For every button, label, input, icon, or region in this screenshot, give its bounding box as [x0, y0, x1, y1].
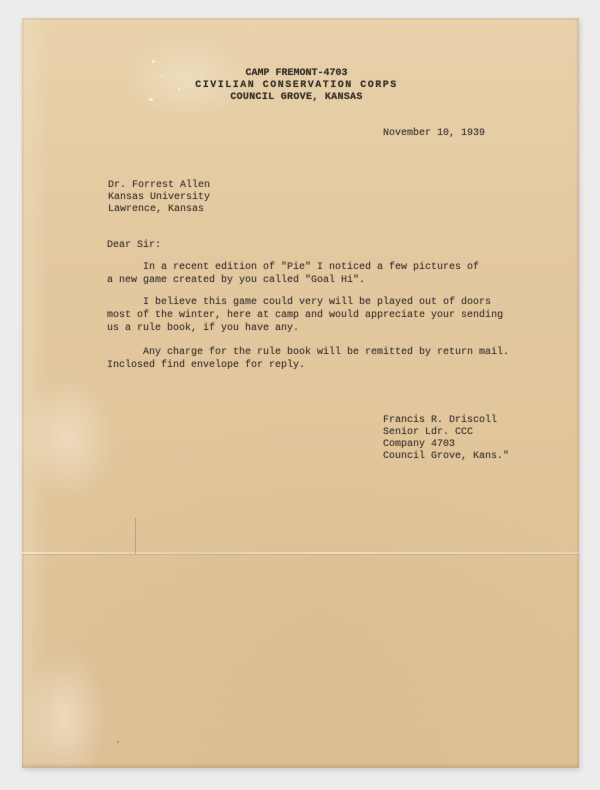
signature-title: Senior Ldr. CCC — [383, 427, 474, 438]
salutation: Dear Sir: — [107, 240, 162, 251]
body-line: Any charge for the rule book will be remitted by return mail. — [143, 347, 510, 358]
letterhead-organization: CIVILIAN CONSERVATION CORPS — [195, 80, 398, 91]
paper-speck — [149, 98, 153, 101]
body-line: most of the winter, here at camp and would appreciate your sending — [107, 310, 504, 321]
signature-company: Company 4703 — [383, 439, 456, 450]
paper-speck — [178, 88, 180, 90]
recipient-name: Dr. Forrest Allen — [108, 180, 211, 191]
recipient-city: Lawrence, Kansas — [108, 204, 205, 215]
letter-page — [22, 18, 579, 768]
body-line: Inclosed find envelope for reply. — [107, 360, 306, 371]
paper-speck — [161, 75, 163, 77]
signature-location: Council Grove, Kans." — [383, 451, 510, 462]
recipient-institution: Kansas University — [108, 192, 211, 203]
horizontal-fold-crease — [22, 552, 579, 554]
paper-speck — [152, 60, 155, 63]
body-line: a new game created by you called "Goal Hi". — [107, 275, 366, 286]
body-line: In a recent edition of "Pie" I noticed a few pictures of — [143, 262, 480, 273]
vertical-crease-mark — [135, 518, 136, 554]
letterhead-location: COUNCIL GROVE, KANSAS — [230, 92, 363, 103]
signature-name: Francis R. Driscoll — [383, 415, 498, 426]
paper-speck — [117, 741, 119, 743]
letterhead-camp-name: CAMP FREMONT-4703 — [245, 68, 348, 79]
body-line: I believe this game could very will be played out of doors — [143, 297, 492, 308]
date-line: November 10, 1939 — [383, 128, 486, 139]
body-line: us a rule book, if you have any. — [107, 323, 300, 334]
